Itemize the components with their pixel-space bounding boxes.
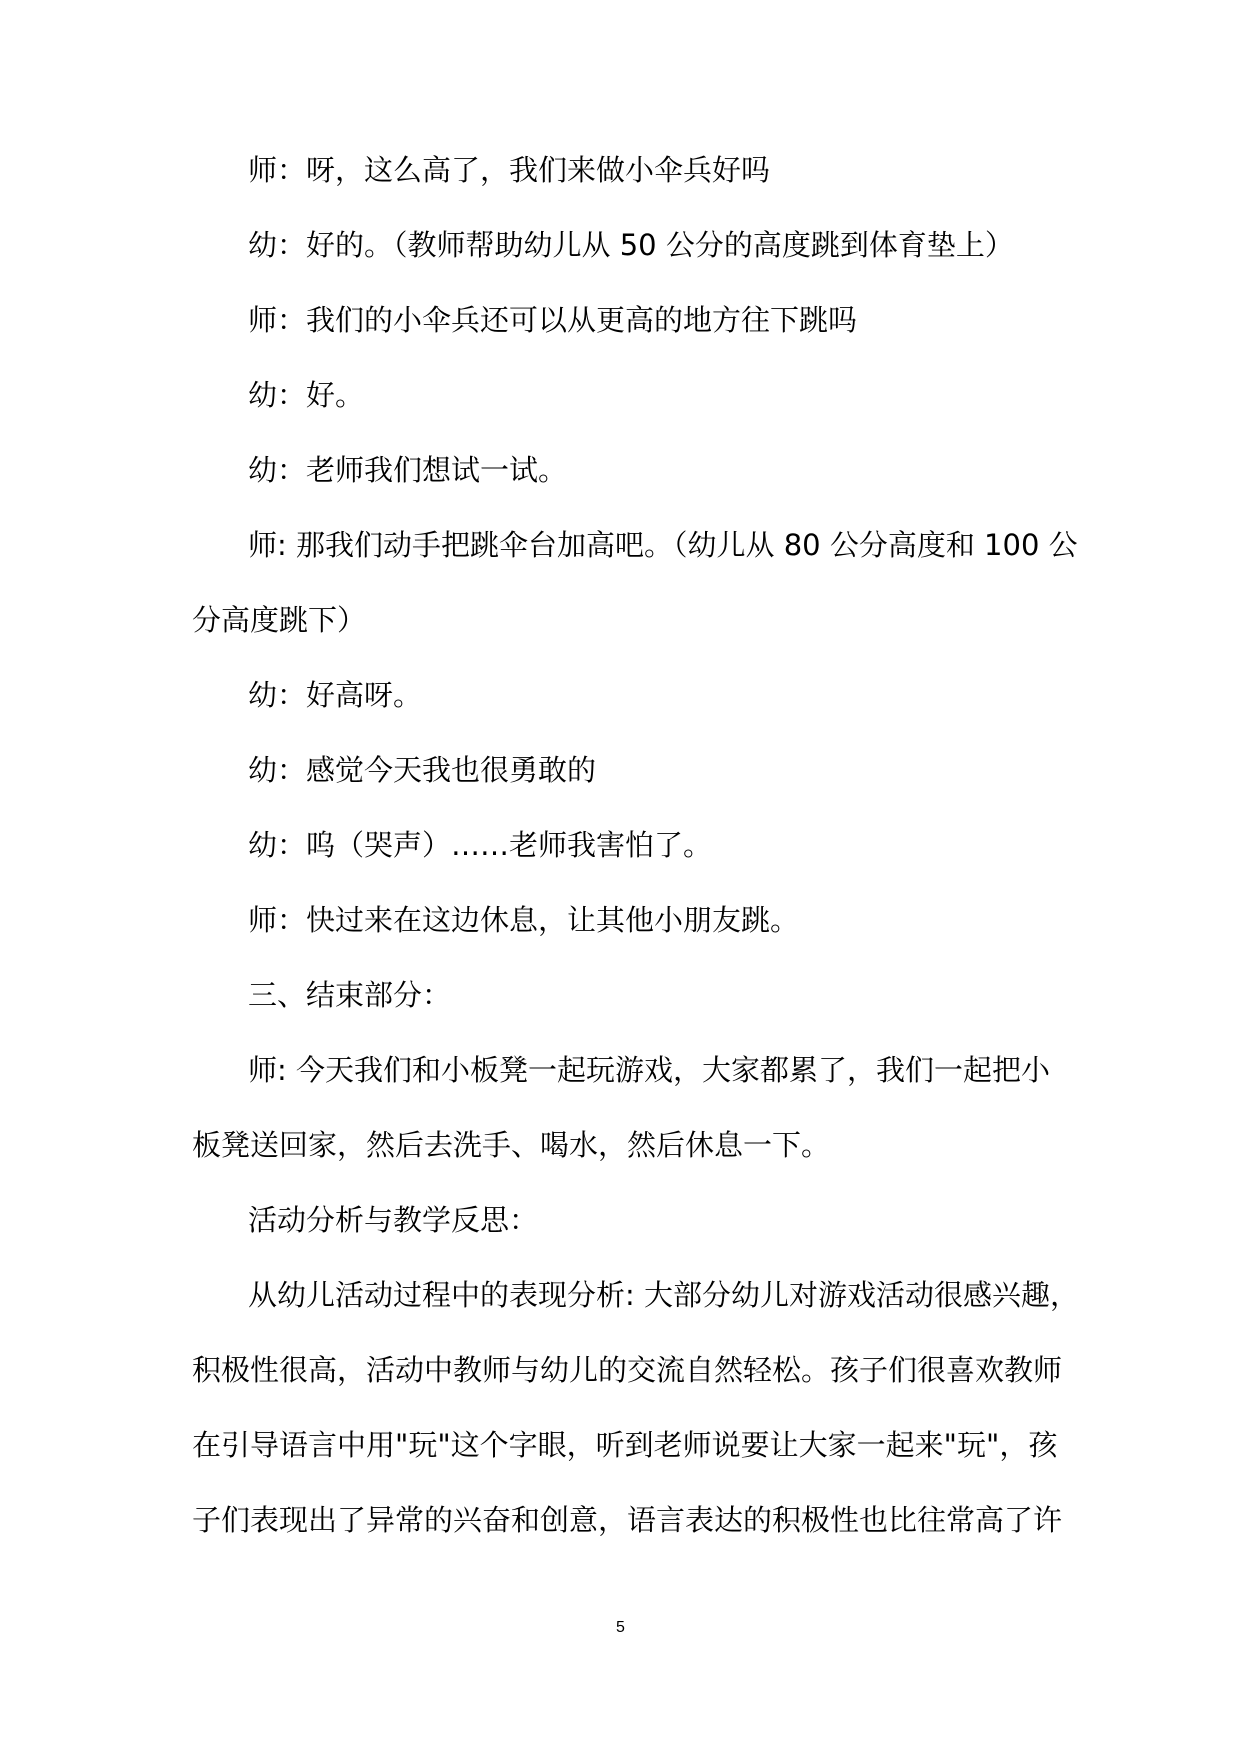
- dialogue-line: 师：呀，这么高了，我们来做小伞兵好吗: [248, 153, 771, 187]
- dialogue-line: 幼：老师我们想试一试。: [248, 453, 568, 487]
- paragraph-line: 从幼儿活动过程中的表现分析: 大部分幼儿对游戏活动很感兴趣，: [248, 1278, 1079, 1312]
- dialogue-line: 师: 那我们动手把跳伞台加高吧。（幼儿从 80 公分高度和 100 公: [248, 528, 1078, 562]
- paragraph-line: 积极性很高，活动中教师与幼儿的交流自然轻松。孩子们很喜欢教师: [192, 1353, 1063, 1387]
- dialogue-line: 师：我们的小伞兵还可以从更高的地方往下跳吗: [248, 303, 858, 337]
- dialogue-line: 幼：呜（哭声）……老师我害怕了。: [248, 828, 713, 862]
- dialogue-line-continuation: 分高度跳下）: [192, 603, 367, 637]
- dialogue-line-continuation: 板凳送回家，然后去洗手、喝水，然后休息一下。: [192, 1128, 831, 1162]
- paragraph-line: 子们表现出了异常的兴奋和创意，语言表达的积极性也比往常高了许: [192, 1503, 1063, 1537]
- dialogue-line: 师: 今天我们和小板凳一起玩游戏，大家都累了，我们一起把小: [248, 1053, 1050, 1087]
- dialogue-line: 幼：好的。（教师帮助幼儿从 50 公分的高度跳到体育垫上）: [248, 228, 1014, 262]
- dialogue-line: 幼：好高呀。: [248, 678, 423, 712]
- page-number: 5: [616, 1619, 625, 1636]
- dialogue-line: 幼：好。: [248, 378, 365, 412]
- section-heading: 三、结束部分：: [248, 978, 452, 1012]
- paragraph-line: 在引导语言中用"玩"这个字眼，听到老师说要让大家一起来"玩"，孩: [192, 1428, 1058, 1462]
- dialogue-line: 幼：感觉今天我也很勇敢的: [248, 753, 597, 787]
- dialogue-line: 师：快过来在这边休息，让其他小朋友跳。: [248, 903, 800, 937]
- section-heading: 活动分析与教学反思：: [248, 1203, 539, 1237]
